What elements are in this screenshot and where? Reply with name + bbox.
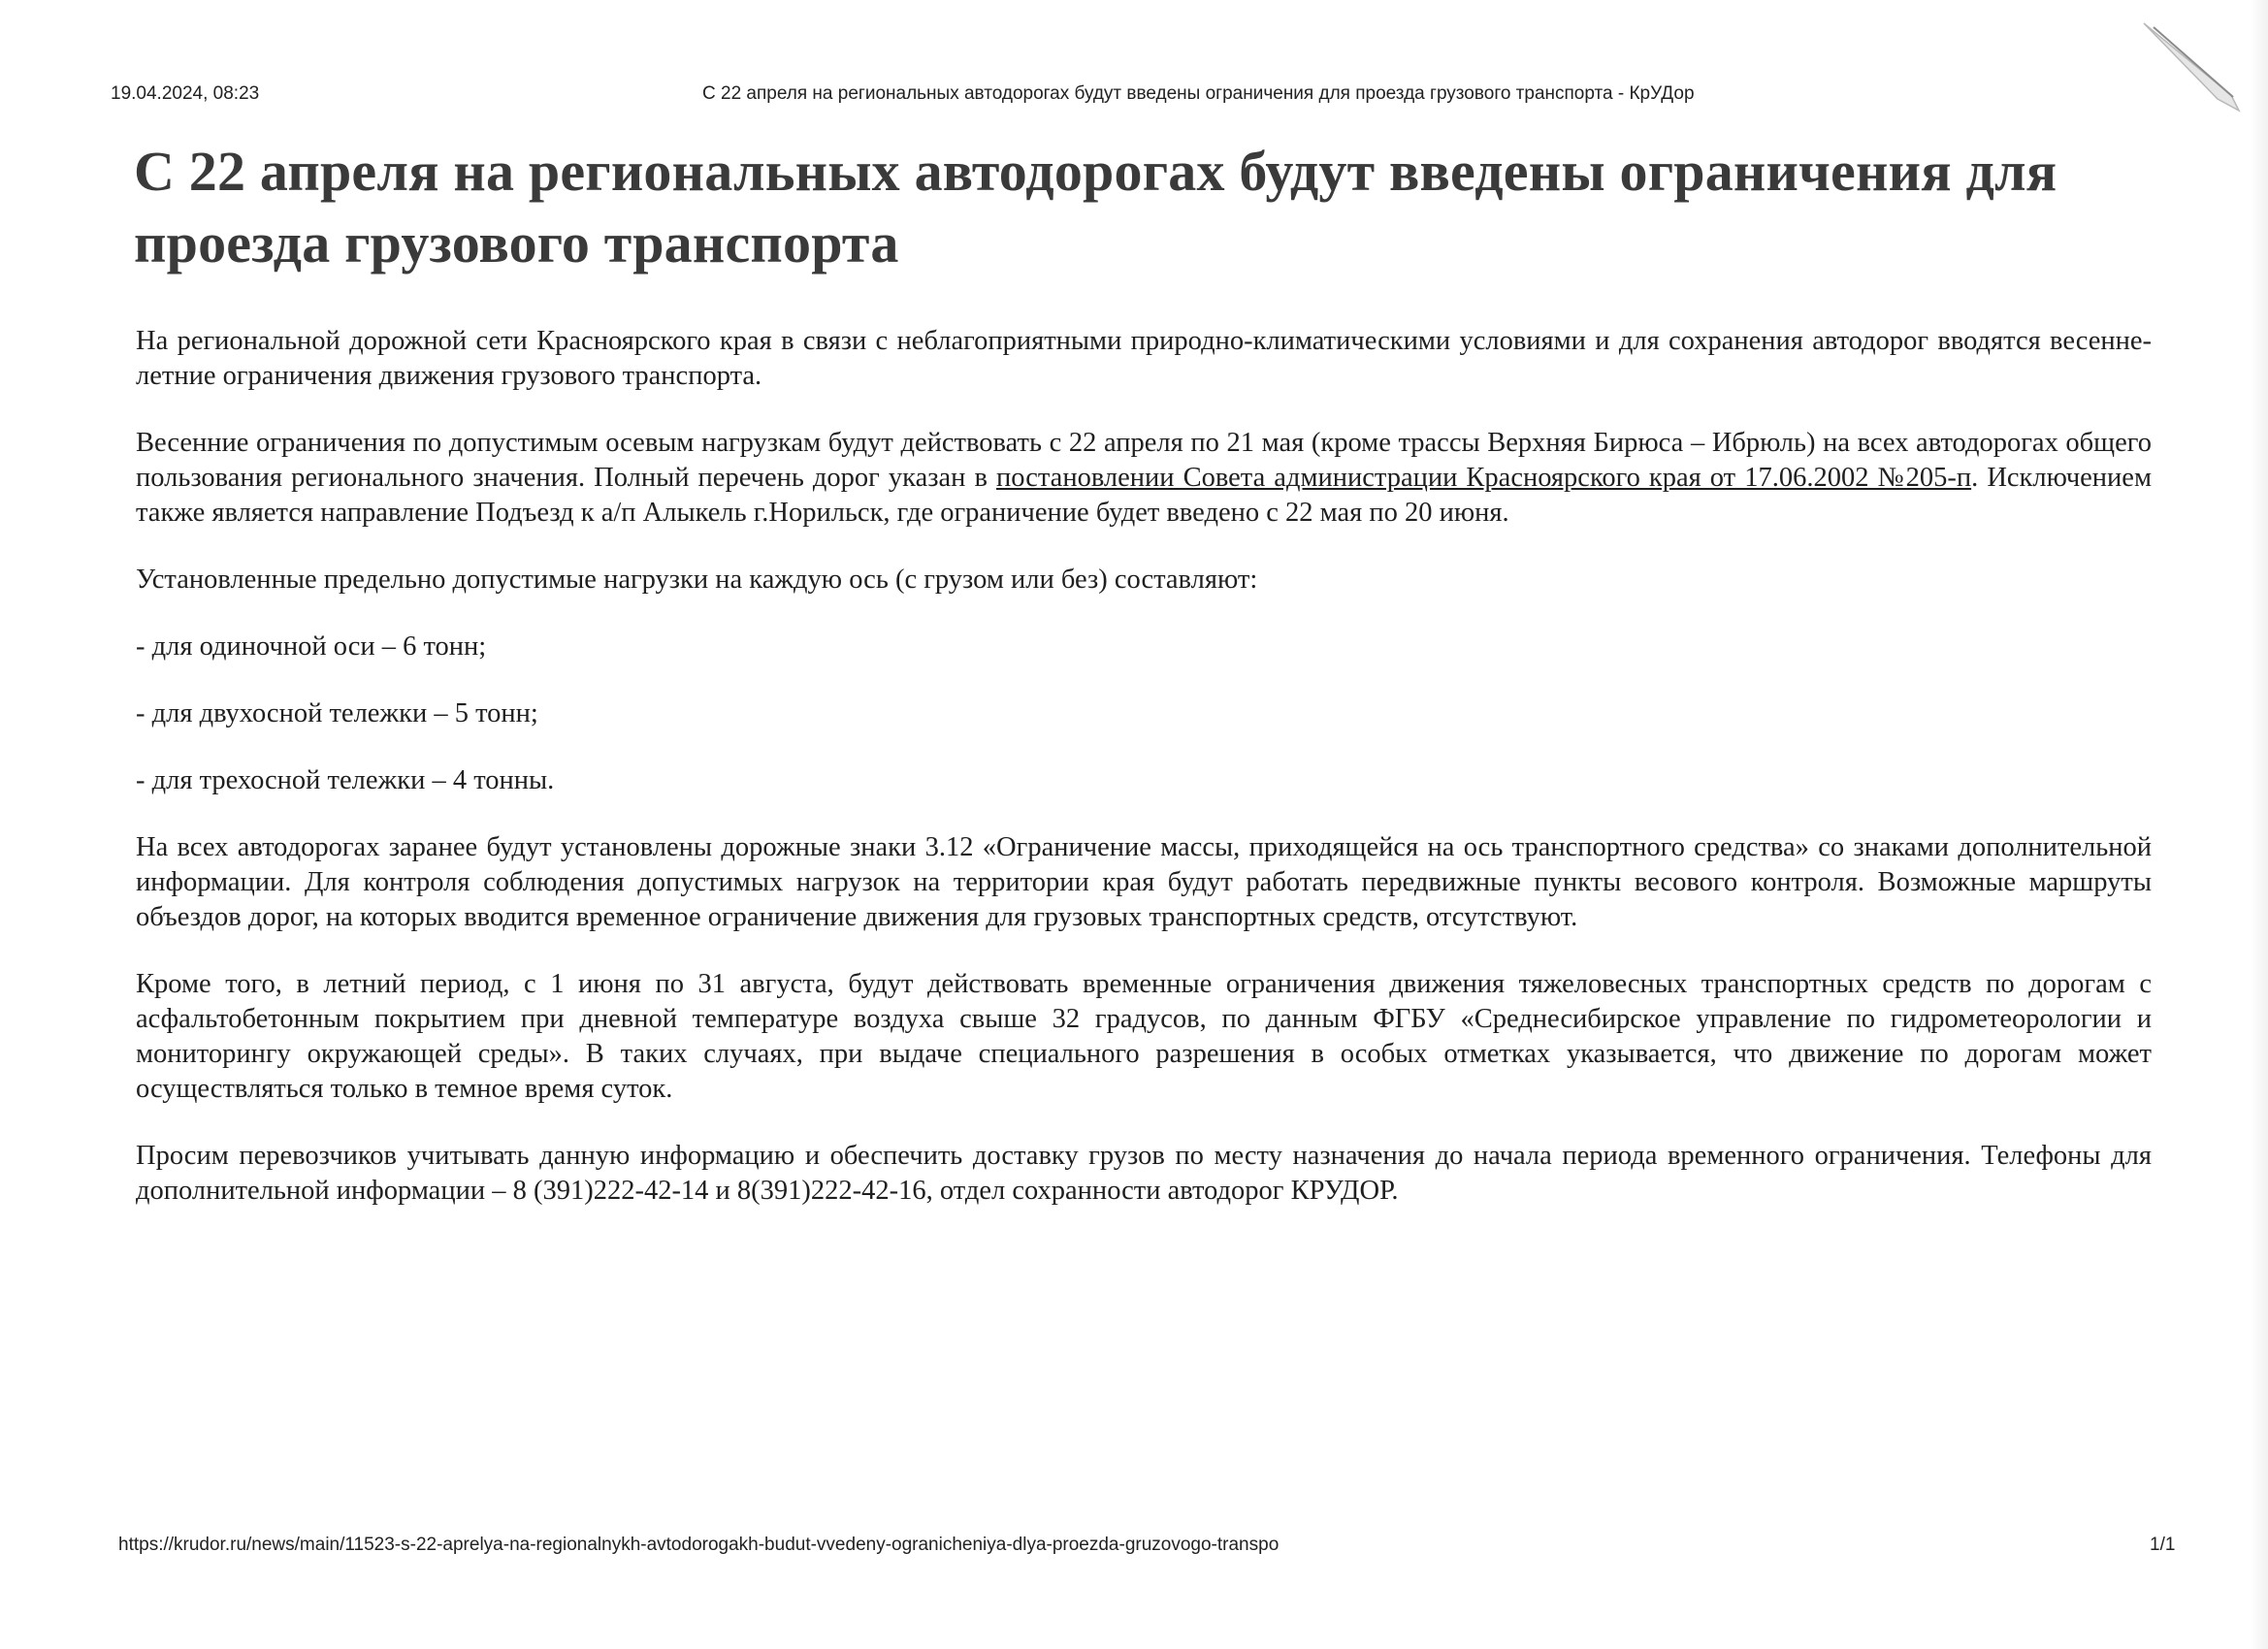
paragraph-2-text-start: Весенние ограничения по допустимым осевым нагрузкам будут действовать с 22 апреля по 21 мая (кроме трассы Верхняя Бирюса – Ибрюль) на всех автодорогах общего пользования регионального значения. Полный перечень дорог указан в — [136, 428, 2152, 493]
limit-single-axle: - для одиночной оси – 6 тонн; — [136, 631, 487, 662]
limit-three-axle: - для трехосной тележки – 4 тонны. — [136, 765, 555, 795]
page-number: 1/1 — [2150, 1535, 2176, 1555]
page-corner-fold — [2124, 17, 2251, 134]
print-datetime: 19.04.2024, 08:23 — [111, 83, 260, 104]
limit-two-axle: - для двухосной тележки – 5 тонн; — [136, 698, 538, 728]
paragraph-2-text-end: . Исключением также является направление Подъезд к а/п Алыкель г.Норильск, где ограничение будет введено с 22 мая по 20 июня. — [136, 463, 2152, 528]
page-url: https://krudor.ru/news/main/11523-s-22-aprelya-na-regionalnykh-avtodorogakh-budut-vvedeny-ogranicheniya-dlya-proezda-gruzovogo-transpo — [118, 1535, 1280, 1555]
print-header — [111, 83, 2167, 114]
article-paragraph-2 — [136, 426, 2152, 531]
article-body — [136, 324, 2152, 1241]
article-paragraph-3: Установленные предельно допустимые нагрузки на каждую ось (с грузом или без) составляют: — [136, 565, 1258, 595]
article-paragraph-5: Кроме того, в летний период, с 1 июня по 31 августа, будут действовать временные ограничения движения тяжеловесных транспортных средств по дорогам с асфальтобетонным покрытием при дневной температуре воздуха свыше 32 градусов, по данным ФГБУ «Среднесибирское управление по гидрометеорологии и мониторингу окружающей среды». В таких случаях, при выдаче специального разрешения в особых отметках указывается, что движение по дорогам может осуществляться только в темное время суток. — [136, 969, 2152, 1104]
print-footer — [118, 1535, 2175, 1562]
article-title: С 22 апреля на региональных автодорогах будут введены ограничения для проезда грузового транспорта — [134, 140, 2057, 275]
print-doc-title: С 22 апреля на региональных автодорогах будут введены ограничения для проезда грузового транспорта - КрУДор — [702, 83, 1695, 104]
page-edge-shadow — [2251, 0, 2268, 1649]
article-paragraph-1: На региональной дорожной сети Красноярского края в связи с неблагоприятными природно-климатическими условиями и для сохранения автодорог вводятся весенне-летние ограничения движения грузового транспорта. — [136, 326, 2152, 391]
article-paragraph-4: На всех автодорогах заранее будут установлены дорожные знаки 3.12 «Ограничение массы, приходящейся на ось транспортного средства» со знаками дополнительной информации. Для контроля соблюдения допустимых нагрузок на территории края будут работать передвижные пункты весового контроля. Возможные маршруты объездов дорог, на которых вводится временное ограничение движения для грузовых транспортных средств, отсутствуют. — [136, 832, 2152, 932]
regulation-link[interactable]: постановлении Совета администрации Красноярского края от 17.06.2002 №205-п — [996, 463, 1972, 493]
article-paragraph-6: Просим перевозчиков учитывать данную информацию и обеспечить доставку грузов по месту назначения до начала периода временного ограничения. Телефоны для дополнительной информации – 8 (391)222-42-14 и 8(391)222-42-16, отдел сохранности автодорог КРУДОР. — [136, 1141, 2152, 1206]
